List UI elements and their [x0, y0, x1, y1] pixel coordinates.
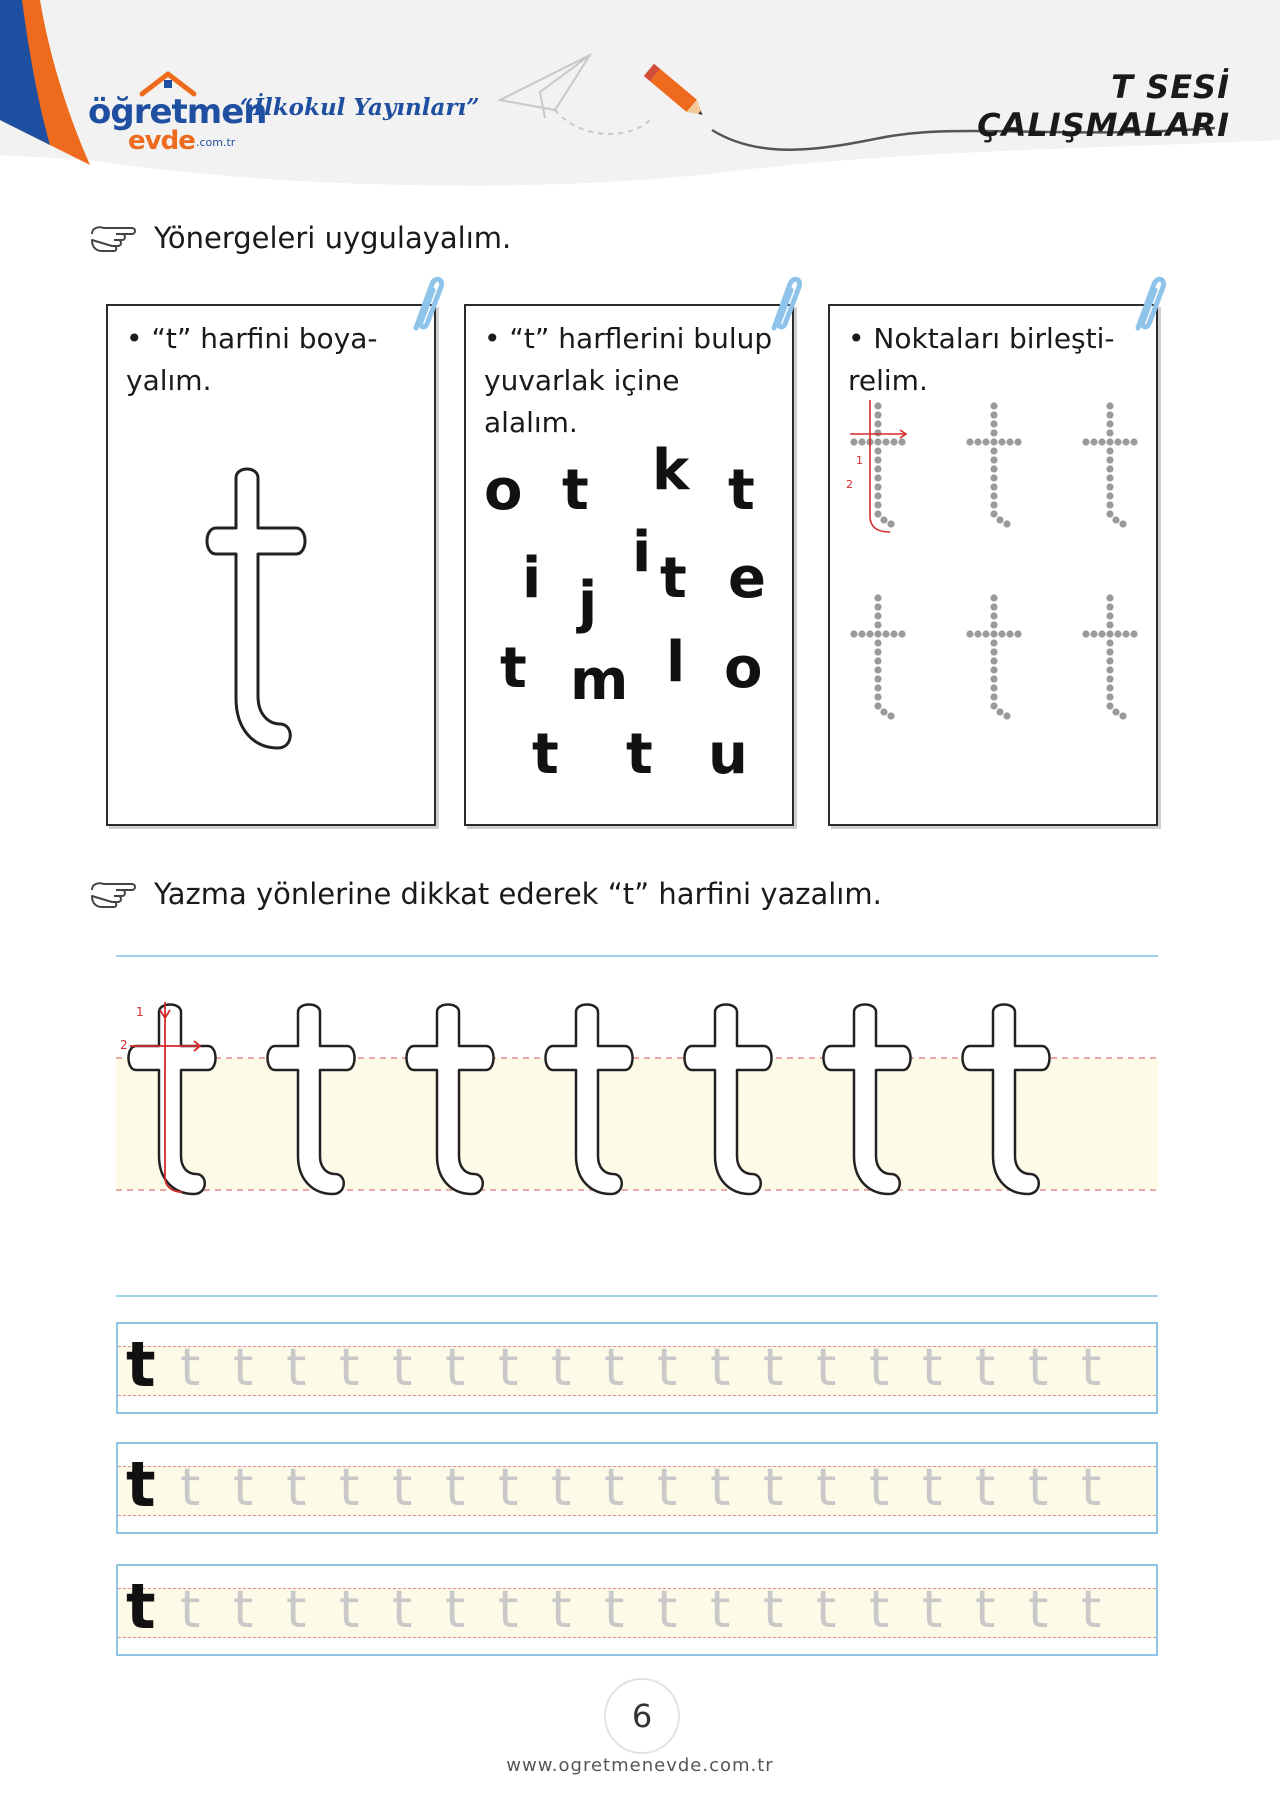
- ghost-letter: t: [1081, 1580, 1102, 1640]
- letter-item[interactable]: t: [660, 546, 687, 611]
- ghost-letter: t: [869, 1338, 890, 1398]
- letter-item[interactable]: t: [728, 458, 755, 523]
- ghost-letter: t: [975, 1338, 996, 1398]
- letter-item[interactable]: t: [626, 722, 653, 787]
- stroke-number: 1: [856, 454, 863, 467]
- ghost-letter: t: [763, 1458, 784, 1518]
- ghost-letter: t: [975, 1458, 996, 1518]
- brand-sub: evde: [128, 126, 195, 156]
- card-text: • Noktaları birleşti-relim.: [848, 322, 1115, 397]
- footer-url[interactable]: www.ogretmenevde.com.tr: [506, 1755, 774, 1776]
- ghost-letter: t: [392, 1458, 413, 1518]
- dotted-letter-t[interactable]: [966, 402, 1021, 527]
- letter-grid: [466, 306, 796, 828]
- ghost-letter: t: [551, 1580, 572, 1640]
- instruction-2: [88, 872, 882, 916]
- letter-item[interactable]: t: [562, 458, 589, 523]
- ghost-letter: t: [392, 1580, 413, 1640]
- ghost-letter: t: [710, 1338, 731, 1398]
- dotted-letters[interactable]: [830, 306, 1160, 828]
- instruction-1: [88, 216, 511, 260]
- outline-letter-t[interactable]: [108, 306, 438, 828]
- letter-item[interactable]: o: [724, 636, 763, 701]
- ghost-letter: t: [816, 1458, 837, 1518]
- ghost-letter: t: [551, 1338, 572, 1398]
- page-number: 6: [604, 1678, 680, 1754]
- ghost-letter: t: [816, 1338, 837, 1398]
- brand-logo: [88, 70, 267, 160]
- card-color-letter: [106, 304, 436, 826]
- ghost-letter: t: [498, 1458, 519, 1518]
- dotted-letter-t[interactable]: [850, 594, 905, 719]
- dotted-letter-t[interactable]: [1082, 402, 1137, 527]
- ghost-letter: t: [710, 1458, 731, 1518]
- ghost-letter: t: [1081, 1338, 1102, 1398]
- ghost-letter: t: [1028, 1338, 1049, 1398]
- ghost-letter: t: [445, 1458, 466, 1518]
- tagline: “İlkokul Yayınları”: [240, 94, 480, 121]
- letter-item[interactable]: o: [484, 458, 523, 523]
- letter-item[interactable]: k: [652, 438, 690, 503]
- ghost-letter: t: [339, 1580, 360, 1640]
- guide-band: [118, 1346, 1156, 1396]
- instruction-text: Yazma yönlerine dikkat ederek “t” harfini yazalım.: [154, 877, 882, 911]
- page-title: T SESİ ÇALIŞMALARI: [977, 68, 1230, 144]
- card-connect-dots: [828, 304, 1158, 826]
- ghost-letter: t: [180, 1458, 201, 1518]
- ghost-letter: t: [604, 1458, 625, 1518]
- ghost-letter: t: [498, 1580, 519, 1640]
- model-letter: t: [126, 1448, 156, 1521]
- letter-item[interactable]: u: [708, 722, 748, 787]
- ghost-letter: t: [180, 1580, 201, 1640]
- ghost-letter: t: [922, 1580, 943, 1640]
- ghost-letter: t: [339, 1338, 360, 1398]
- ghost-letter: t: [604, 1338, 625, 1398]
- letter-item[interactable]: i: [632, 520, 652, 585]
- letter-item[interactable]: e: [728, 546, 766, 611]
- letter-item[interactable]: j: [578, 570, 598, 635]
- ghost-letter: t: [286, 1338, 307, 1398]
- dotted-letter-t[interactable]: [1082, 594, 1137, 719]
- ghost-letter: t: [657, 1458, 678, 1518]
- ghost-letter: t: [286, 1458, 307, 1518]
- ghost-letter: t: [1028, 1458, 1049, 1518]
- model-letter: t: [126, 1328, 156, 1401]
- instruction-text: Yönergeleri uygulayalım.: [154, 221, 512, 255]
- card-text: • “t” harflerini bulup yuvarlak içine alalım.: [484, 322, 773, 439]
- brand-name: öğretmen: [88, 92, 267, 132]
- ghost-letter: t: [180, 1338, 201, 1398]
- ghost-letter: t: [922, 1458, 943, 1518]
- letter-item[interactable]: l: [666, 630, 686, 695]
- ghost-letter: t: [445, 1338, 466, 1398]
- brand-domain: .com.tr: [196, 136, 236, 149]
- letter-item[interactable]: t: [500, 636, 527, 701]
- ghost-letter: t: [445, 1580, 466, 1640]
- pointing-hand-icon: [88, 876, 138, 912]
- ghost-letter: t: [551, 1458, 572, 1518]
- practice-row[interactable]: [116, 1322, 1158, 1414]
- pointing-hand-icon: [88, 220, 138, 256]
- guide-band: [118, 1466, 1156, 1516]
- ghost-letter: t: [286, 1580, 307, 1640]
- ghost-letter: t: [657, 1580, 678, 1640]
- ghost-letter: t: [392, 1338, 413, 1398]
- letter-item[interactable]: m: [570, 648, 629, 713]
- ghost-letter: t: [1028, 1580, 1049, 1640]
- practice-row[interactable]: [116, 1442, 1158, 1534]
- ghost-letter: t: [763, 1580, 784, 1640]
- letter-item[interactable]: i: [522, 546, 542, 611]
- guide-band: [118, 1588, 1156, 1638]
- ghost-letter: t: [1081, 1458, 1102, 1518]
- ghost-letter: t: [233, 1458, 254, 1518]
- ghost-letter: t: [498, 1338, 519, 1398]
- tracing-area[interactable]: [0, 946, 1280, 1306]
- page-header: [0, 0, 1280, 190]
- model-letter: t: [126, 1570, 156, 1643]
- ghost-letter: t: [710, 1580, 731, 1640]
- ghost-letter: t: [975, 1580, 996, 1640]
- ghost-letter: t: [339, 1458, 360, 1518]
- ghost-letter: t: [604, 1580, 625, 1640]
- letter-item[interactable]: t: [532, 722, 559, 787]
- dotted-letter-t[interactable]: [966, 594, 1021, 719]
- ghost-letter: t: [869, 1580, 890, 1640]
- stroke-number: 1: [136, 1005, 144, 1019]
- practice-row[interactable]: [116, 1564, 1158, 1656]
- card-text: • “t” harfini boya-yalım.: [126, 322, 378, 397]
- stroke-number: 2: [846, 478, 853, 491]
- card-find-letters: [464, 304, 794, 826]
- ghost-letter: t: [233, 1580, 254, 1640]
- stroke-number: 2: [120, 1038, 128, 1052]
- ghost-letter: t: [657, 1338, 678, 1398]
- ghost-letter: t: [816, 1580, 837, 1640]
- ghost-letter: t: [922, 1338, 943, 1398]
- ghost-letter: t: [869, 1458, 890, 1518]
- ghost-letter: t: [763, 1338, 784, 1398]
- ghost-letter: t: [233, 1338, 254, 1398]
